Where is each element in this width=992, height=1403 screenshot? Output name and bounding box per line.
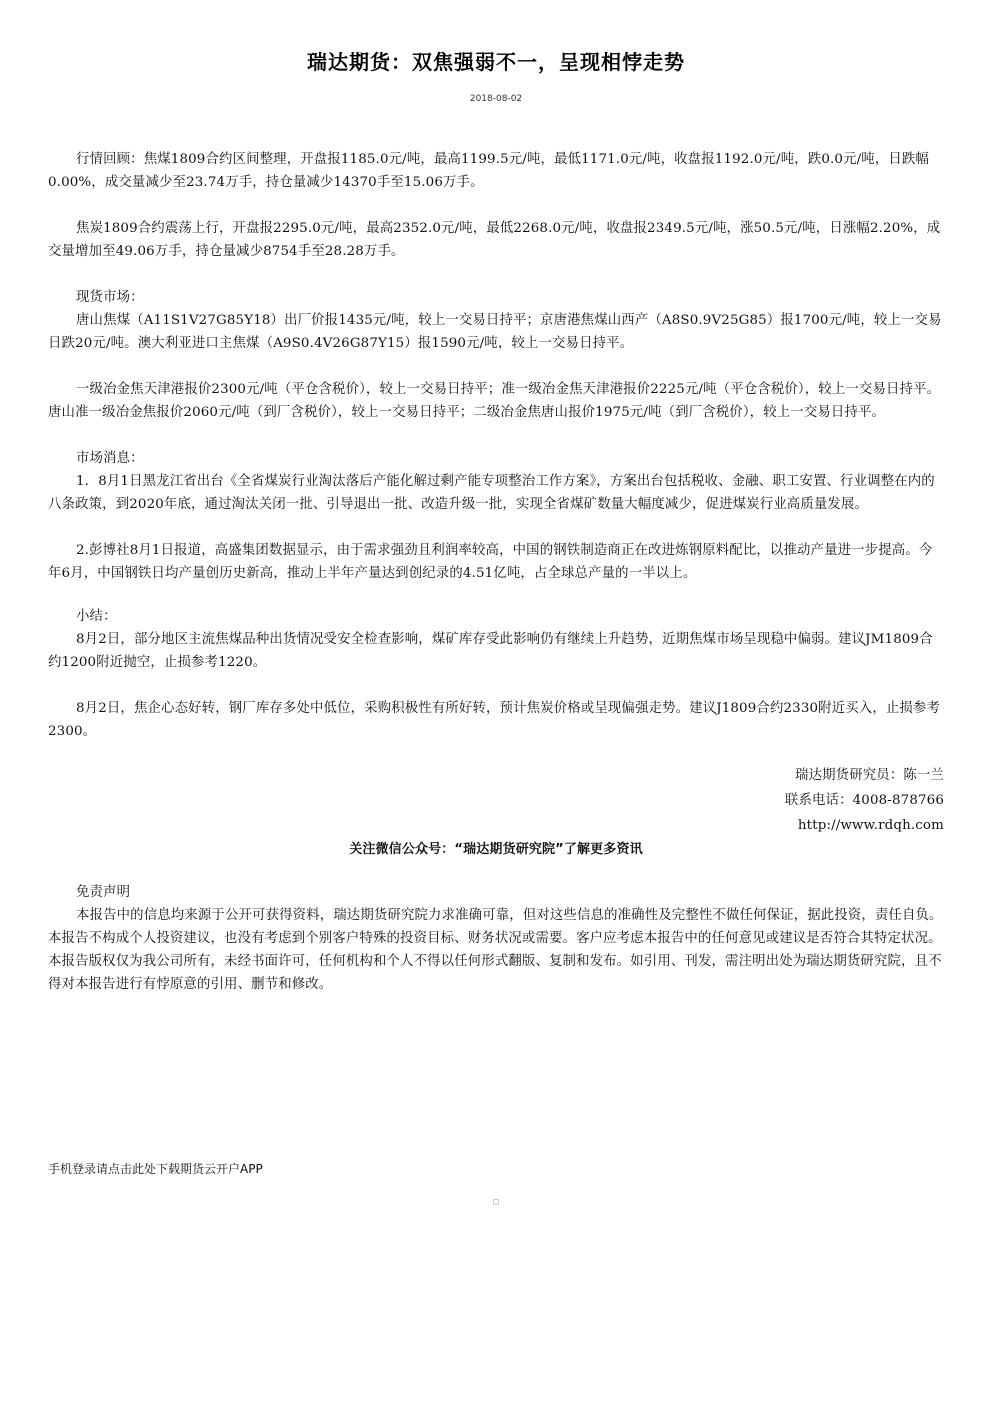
report-body [48,148,944,996]
disclaimer-text: 本报告中的信息均来源于公开可获得资料，瑞达期货研究院力求准确可靠，但对这些信息的准确性及完整性不做任何保证，据此投资，责任自负。本报告不构成个人投资建议，也没有考虑到个别客户特殊的投资目标、财务状况或需要。客户应考虑本报告中的任何意见或建议是否符合其特定状况。本报告版权仅为我公司所有，未经书面许可，任何机构和个人不得以任何形式翻版、复制和发布。如引用、刊发，需注明出处为瑞达期货研究院，且不得对本报告进行有悖原意的引用、删节和修改。 [48,908,943,992]
summary-heading: 小结： [76,609,117,624]
spot-market-coke: 一级冶金焦天津港报价2300元/吨（平仓含税价），较上一交易日持平；准一级冶金焦天津港报价2225元/吨（平仓含税价），较上一交易日持平。唐山准一级冶金焦报价2060元/吨（到厂含税价），较上一交易日持平；二级冶金焦唐山报价1975元/吨（到厂含税价），较上一交易日持平。 [48,382,941,420]
spot-market-heading: 现货市场： [76,290,144,305]
market-news-item-1: 1．8月1日黑龙江省出台《全省煤炭行业淘汰落后产能化解过剩产能专项整治工作方案》，方案出台包括税收、金融、职工安置、行业调整在内的八条政策，到2020年底，通过淘汰关闭一批、引导退出一批、改造升级一批，实现全省煤矿数量大幅度减少，促进煤炭行业高质量发展。 [48,474,935,512]
report-title: 瑞达期货：双焦强弱不一，呈现相悖走势 [307,50,685,74]
market-news-item-2: 2.彭博社8月1日报道，高盛集团数据显示，由于需求强劲且利润率较高，中国的钢铁制造商正在改进炼钢原料配比，以推动产量进一步提高。今年6月，中国钢铁日均产量创历史新高，推动上半年产量达到创纪录的4.51亿吨，占全球总产量的一半以上。 [48,543,933,581]
spot-market-coal: 唐山焦煤（A11S1V27G85Y18）出厂价报1435元/吨，较上一交易日持平；京唐港焦煤山西产（A8S0.9V25G85）报1700元/吨，较上一交易日跌20元/吨。澳大利亚进口主焦煤（A9S0.4V26G87Y15）报1590元/吨，较上一交易日持平。 [48,313,942,351]
market-review-coke: 焦炭1809合约震荡上行，开盘报2295.0元/吨，最高2352.0元/吨，最低2268.0元/吨，收盘报2349.5元/吨，涨50.5元/吨，日涨幅2.20%，成交量增加至49.06万手，持仓量减少8754手至28.28万手。 [48,221,941,259]
report-date: 2018-08-02 [469,94,523,104]
summary-coking-coal: 8月2日，部分地区主流焦煤品种出货情况受安全检查影响，煤矿库存受此影响仍有继续上升趋势，近期焦煤市场呈现稳中偏弱。建议JM1809合约1200附近抛空，止损参考1220。 [48,632,933,670]
website-link[interactable]: http://www.rdqh.com [797,818,944,833]
market-review-coking-coal: 行情回顾：焦煤1809合约区间整理，开盘报1185.0元/吨，最高1199.5元/吨，最低1171.0元/吨，收盘报1192.0元/吨，跌0.0元/吨，日跌幅0.00%，成交量减少至23.74万手，持仓量减少14370手至15.06万手。 [48,152,929,190]
market-news-heading: 市场消息： [76,451,144,466]
wechat-notice: 关注微信公众号：“瑞达期货研究院”了解更多资讯 [349,842,643,857]
contact-phone: 联系电话：4008-878766 [784,793,944,808]
analyst-name: 瑞达期货研究员：陈一兰 [795,768,944,783]
app-download-link[interactable]: 手机登录请点击此处下载期货云开户APP [48,1162,263,1176]
summary-coke: 8月2日，焦企心态好转，钢厂库存多处中低位，采购积极性有所好转，预计焦炭价格或呈现偏强走势。建议J1809合约2330附近买入，止损参考2300。 [48,701,941,739]
page-marker [493,1199,499,1205]
disclaimer-heading: 免责声明 [76,885,131,900]
